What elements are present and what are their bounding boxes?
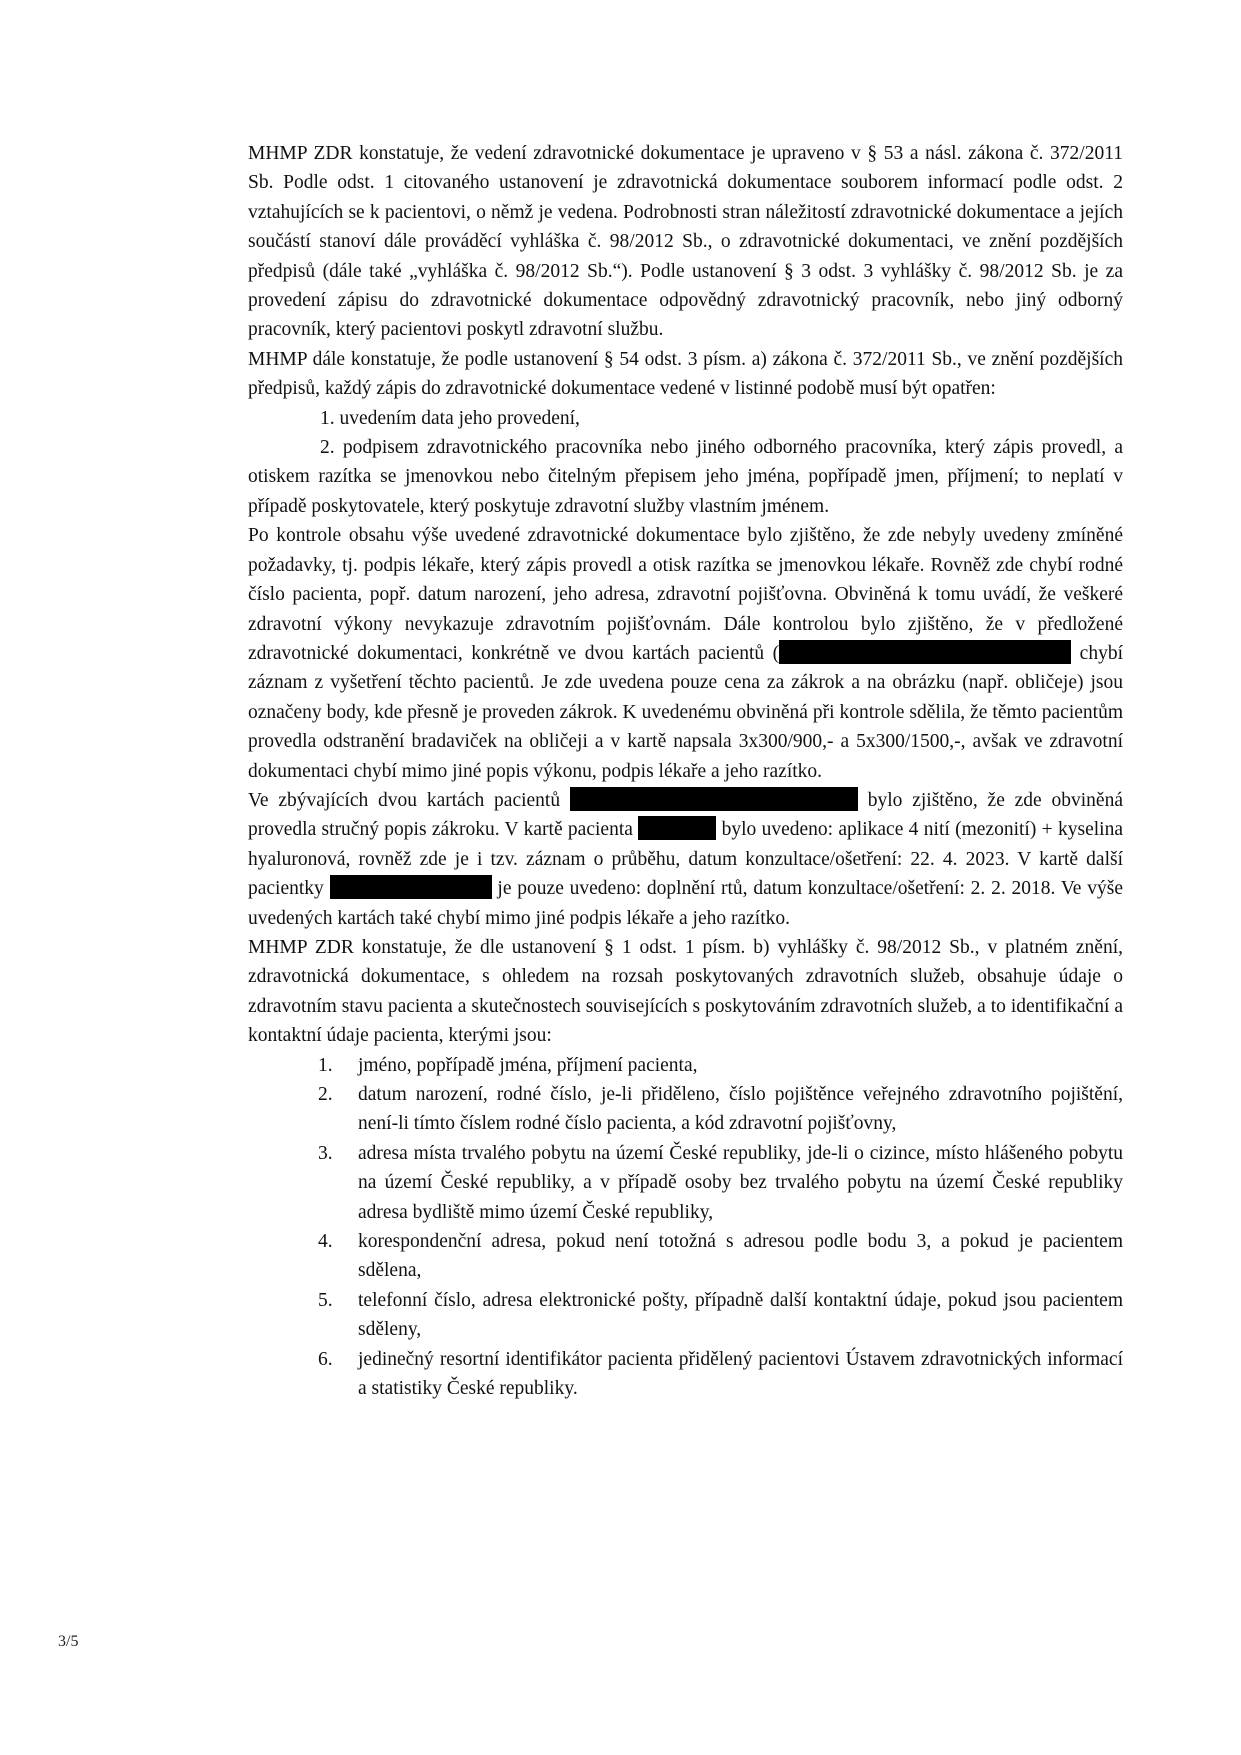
findings-text-end: chybí záznam z vyšetření těchto pacientů. Je zde uvedena pouze cena za zákrok a na obrázku (např. obličeje) jsou označeny body, kde přesně je proveden zákrok. K uvedenému obviněná při kontrole sdělila, že těmto pacientům provedla odstranění bradaviček na obličeji a v kartě napsala 3x300/900,- a 5x300/1500,-, avšak ve zdravotní dokumentaci chybí mimo jiné popis výkonu, podpis lékaře a jeho razítko. [248,642,1124,782]
list-item-number: 5. [318,1289,333,1311]
list-item-text: jméno, popřípadě jména, příjmení pacienta, [358,1054,698,1076]
paragraph-legal-basis: MHMP ZDR konstatuje, že vedení zdravotnické dokumentace je upraveno v § 53 a násl. zákona č. 372/2011 Sb. Podle odst. 1 citovaného ustanovení je zdravotnická dokumentace souborem informací podle odst. 2 vztahujících se k pacientovi, o němž je vedena. Podrobnosti stran náležitostí zdravotnické dokumentace a jejích součástí stanoví dále prováděcí vyhláška č. 98/2012 Sb., o zdravotnické dokumentaci, ve znění pozdějších předpisů (dále také „vyhláška č. 98/2012 Sb.“). Podle ustanovení § 3 odst. 3 vyhlášky č. 98/2012 Sb. je za provedení zápisu do zdravotnické dokumentace odpovědný zdravotnický pracovník, nebo jiný odborný pracovník, který pacientovi poskytl zdravotní službu. [248,143,1123,341]
identification-list [248,1051,1123,1404]
list-item-number: 2. [318,1084,333,1105]
list-item [248,1080,1123,1139]
page-content [248,139,1123,1403]
list-item-text: telefonní číslo, adresa elektronické pošty, případně další kontaktní údaje, pokud jsou pacientem sděleny, [358,1289,1123,1341]
remaining-cards-text-2: bylo zjištěno, že zde obviněná provedla stručný popis zákroku. V kartě pacienta [248,789,1123,841]
redaction-block [330,875,492,899]
list-item-number: 4. [318,1231,333,1253]
paragraph-record-requirements: MHMP dále konstatuje, že podle ustanovení § 54 odst. 3 písm. a) zákona č. 372/2011 Sb., ve znění pozdějších předpisů, každý zápis do zdravotnické dokumentace vedené v listinné podobě musí být opatřen: [248,348,1123,400]
redaction-block [638,816,716,840]
page-number: 3/5 [58,1633,79,1650]
remaining-cards-text-3: bylo uvedeno: aplikace 4 nití (mezonití) + kyselina hyaluronová, rovněž zde je i tzv. záznam o průběhu, datum konzultace/ošetření: 22. 4. 2023. V kartě další pacientky [248,819,1123,900]
list-item-text: adresa místa trvalého pobytu na území České republiky, jde-li o cizince, místo hlášeného pobytu na území České republiky, a v případě osoby bez trvalého pobytu na území České republiky adresa bydliště mimo území České republiky, [358,1142,1123,1223]
list-item-number: 3. [318,1142,333,1164]
list-item-number: 6. [318,1348,333,1370]
list-item [248,1286,1123,1345]
remaining-cards-text-1: Ve zbývajících dvou kartách pacientů [248,789,570,811]
findings-text-start: Po kontrole obsahu výše uvedené zdravotnické dokumentace bylo zjištěno, že zde nebyly uvedeny zmíněné požadavky, tj. podpis lékaře, který zápis provedl a otisk razítka se jmenovkou lékaře. Rovněž zde chybí rodné číslo pacienta, popř. datum narození, jeho adresa, zdravotní pojišťovna. Obviněná k tomu uvádí, že veškeré zdravotní výkony nevykazuje zdravotním pojišťovnám. Dále kontrolou bylo zjištěno, že v předložené zdravotnické dokumentaci, konkrétně ve dvou kartách pacientů ( [248,525,1123,664]
paragraph-remaining-cards [248,786,1123,933]
list-item [248,1227,1123,1286]
list-item-number: 1. [318,1054,333,1076]
list-item [248,1051,1123,1080]
list-item-text: jedinečný resortní identifikátor pacienta přidělený pacientovi Ústavem zdravotnických informací a statistiky České republiky. [358,1348,1123,1400]
list-item [248,1139,1123,1227]
paragraph-inspection-findings [248,521,1123,786]
requirement-item-2: 2. podpisem zdravotnického pracovníka nebo jiného odborného pracovníka, který zápis provedl, a otiskem razítka se jmenovkou nebo čitelným přepisem jeho jména, popřípadě jmen, příjmení; to neplatí v případě poskytovatele, který poskytuje zdravotní služby vlastním jménem. [248,437,1123,517]
list-item-text: datum narození, rodné číslo, je-li přiděleno, číslo pojištěnce veřejného zdravotního pojištění, není-li tímto číslem rodné číslo pacienta, a kód zdravotní pojišťovny, [358,1084,1123,1135]
list-item [248,1345,1123,1404]
redaction-block [570,787,858,811]
redaction-block [779,640,1071,664]
requirement-item-1: 1. uvedením data jeho provedení, [320,407,580,429]
remaining-cards-text-4: je pouze uvedeno: doplnění rtů, datum konzultace/ošetření: 2. 2. 2018. Ve výše uvedených kartách také chybí mimo jiné podpis lékaře a jeho razítko. [248,878,1123,929]
list-item-text: korespondenční adresa, pokud není totožná s adresou podle bodu 3, a pokud je pacientem sdělena, [358,1231,1123,1282]
paragraph-identification-data: MHMP ZDR konstatuje, že dle ustanovení § 1 odst. 1 písm. b) vyhlášky č. 98/2012 Sb., v platném znění, zdravotnická dokumentace, s ohledem na rozsah poskytovaných zdravotních služeb, obsahuje údaje o zdravotním stavu pacienta a skutečnostech souvisejících s poskytováním zdravotních služeb, a to identifikační a kontaktní údaje pacienta, kterými jsou: [248,936,1123,1047]
